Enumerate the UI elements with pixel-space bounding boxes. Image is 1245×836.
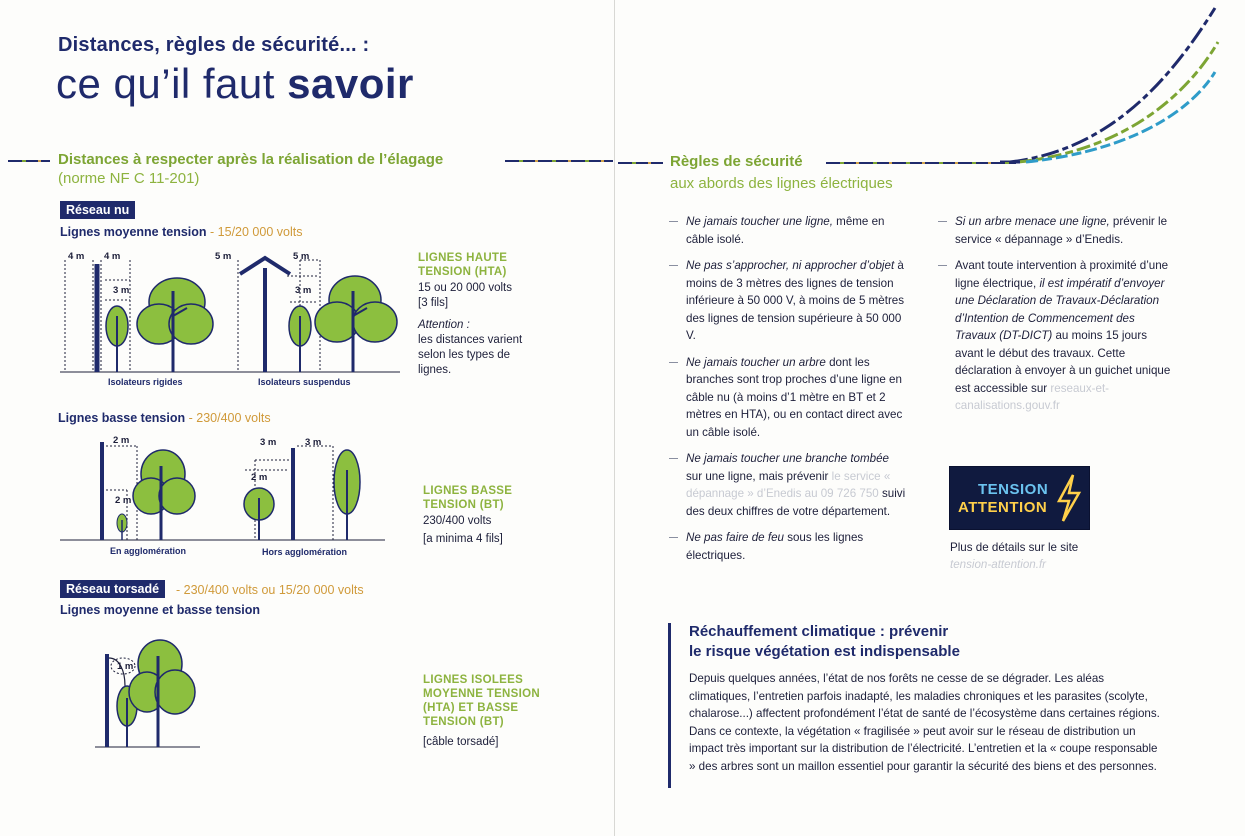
hta-volts: - 15/20 000 volts [210, 225, 303, 239]
tree-bt-small [117, 514, 127, 540]
bt-label-text: Lignes basse tension [58, 411, 186, 425]
tension-attention-logo [949, 466, 1090, 530]
decorative-wires [990, 0, 1245, 170]
rule-2-italic: Ne pas s’approcher, ni approcher d’objet [686, 259, 895, 272]
torsade-volts [176, 583, 364, 597]
aside-hta-attention-text: Attention : [418, 319, 470, 331]
page-title-main [56, 60, 414, 108]
rule-3 [669, 354, 907, 442]
dim-2m-c: 2 m [251, 472, 268, 483]
tree-small-2 [289, 306, 311, 372]
rule-2-text: à moins de 3 mètres des lignes de tension inférieure à 50 000 V, à moins de 5 mètres des lignes de tension supérieure à 50 000 V. [686, 259, 905, 342]
rule-4-phone: le service « dépannage » d’Enedis au 09 726 750 [686, 469, 891, 500]
dim-3m-c: 3 m [260, 437, 277, 448]
rule-5-italic: Ne pas faire de feu [686, 531, 784, 544]
rule-6 [938, 213, 1178, 248]
tree-bt-hors-tall [334, 450, 360, 540]
caption-en-agglomeration: En agglomération [110, 546, 187, 556]
rule-7-italic: il est impératif d’envoyer une Déclaration de Travaux-Déclaration d’Intention de Commencement des Travaux (DT-DICT) [955, 276, 1165, 342]
aside-hta-note: les distances varient selon les types de lignes. [418, 334, 523, 376]
tree-torsade-big [129, 640, 195, 747]
tree-bt-big [133, 450, 195, 540]
rules-column-2 [938, 213, 1178, 424]
more-details-site[interactable]: tension-attention.fr [950, 558, 1047, 571]
rule-6-italic: Si un arbre menace une ligne, [955, 215, 1110, 228]
caption-isolateurs-rigides: Isolateurs rigides [108, 377, 183, 387]
page-title-bold: savoir [287, 60, 414, 107]
more-details-label: Plus de détails sur le site [950, 541, 1079, 554]
aside-hta-title: LIGNES HAUTE TENSION (HTA) [418, 252, 508, 278]
bt-volts: - 230/400 volts [188, 411, 271, 425]
dim-3m-b: 3 m [295, 285, 312, 296]
dim-4m-b: 4 m [104, 251, 121, 262]
dim-3m-a: 3 m [113, 285, 130, 296]
rule-1-text: même en câble isolé. [686, 215, 885, 246]
dim-5m-b: 5 m [293, 251, 310, 262]
pole-suspended [240, 258, 290, 372]
aside-bt-title: LIGNES BASSE TENSION (BT) [423, 485, 513, 511]
caption-hors-agglomeration: Hors agglomération [262, 547, 348, 557]
bt-label [58, 411, 271, 425]
rule-7 [938, 257, 1178, 415]
aside-torsade-line1: [câble torsadé] [423, 736, 499, 748]
dim-2m-a: 2 m [113, 435, 130, 446]
rule-7-link[interactable]: reseaux-et-canalisations.gouv.fr [955, 381, 1110, 412]
tree-small-1 [106, 306, 128, 372]
page-fold [614, 0, 615, 836]
rule-1-italic: Ne jamais toucher une ligne, [686, 215, 833, 228]
right-heading-line-b [826, 162, 1016, 164]
right-section-subheading: aux abords des lignes électriques [670, 175, 893, 192]
left-section-subheading: (norme NF C 11-201) [58, 170, 200, 187]
rule-5 [669, 529, 907, 564]
rule-6-text: prévenir le service « dépannage » d’Enedis. [955, 215, 1168, 246]
aside-hta-attention [418, 318, 470, 333]
page-title-prefix: ce qu’il faut [56, 60, 288, 107]
dim-2m-b: 2 m [115, 495, 132, 506]
tag-reseau-nu: Réseau nu [60, 201, 135, 219]
left-heading-line-a [8, 160, 50, 162]
aside-bt-line1: 230/400 volts [423, 515, 492, 527]
rule-2 [669, 257, 907, 345]
dim-5m-a: 5 m [215, 251, 232, 262]
hta-label-text: Lignes moyenne tension [60, 225, 207, 239]
climate-title-line-1: Réchauffement climatique : prévenir [689, 623, 949, 640]
figure-hta-distances [55, 246, 415, 392]
torsade-label: Lignes moyenne et basse tension [60, 603, 261, 617]
hta-label [60, 225, 302, 239]
dim-4m-a: 4 m [68, 251, 85, 262]
tree-big-1 [137, 278, 213, 372]
climate-title [689, 622, 960, 662]
caption-isolateurs-suspendus: Isolateurs suspendus [258, 377, 351, 387]
right-section-heading: Règles de sécurité [670, 153, 803, 170]
rule-1 [669, 213, 907, 248]
figure-bt-distances [55, 430, 395, 550]
rule-4 [669, 450, 907, 520]
figure-torsade [95, 636, 215, 752]
aside-torsade-title: LIGNES ISOLEES MOYENNE TENSION (HTA) ET BASSE TENSION (BT) [423, 674, 540, 728]
rule-5-text: sous les lignes électriques. [686, 531, 864, 562]
rule-7-text-2: au moins 15 jours avant le début des travaux. Cette déclaration à envoyer à un guichet unique est accessible sur [955, 329, 1171, 395]
rule-7-text: Avant toute intervention à proximité d’une ligne électrique, [955, 259, 1169, 290]
rule-4-text: sur une ligne, mais prévenir [686, 469, 829, 483]
lightning-icon [1055, 473, 1083, 523]
right-heading-line-a [618, 162, 663, 164]
climate-title-line-2: le risque végétation est indispensable [689, 643, 960, 660]
aside-hta-line2: [3 fils] [418, 297, 449, 309]
tree-bt-hors-small [244, 488, 274, 540]
rules-column-1 [669, 213, 907, 573]
rule-3-italic: Ne jamais toucher un arbre [686, 355, 826, 369]
page-title-top: Distances, règles de sécurité... : [58, 34, 370, 56]
logo-line-1: TENSION [978, 481, 1049, 498]
rule-4-italic: Ne jamais toucher une branche tombée [686, 452, 890, 465]
tag-reseau-torsade: Réseau torsadé [60, 580, 165, 598]
aside-bt-line2: [a minima 4 fils] [423, 533, 503, 545]
left-section-heading: Distances à respecter après la réalisation de l’élagage [58, 151, 444, 168]
climate-accent-bar [668, 623, 671, 788]
rule-3-text: dont les branches sont trop proches d’une ligne en câble nu (à moins d’1 mètre en BT et 2 mètres en HTA), ou en contact direct avec un câble isolé. [686, 355, 903, 439]
dim-1m: 1 m [117, 661, 134, 672]
logo-line-2: ATTENTION [958, 499, 1048, 516]
dim-3m-d: 3 m [305, 437, 322, 448]
tree-big-2 [315, 276, 397, 372]
aside-hta-line1: 15 ou 20 000 volts [418, 282, 512, 294]
left-heading-line-b [505, 160, 613, 162]
torsade-volts-text: - 230/400 volts ou 15/20 000 volts [176, 583, 364, 597]
rule-4-tail: suivi des deux chiffres de votre département. [686, 487, 906, 518]
climate-body: Depuis quelques années, l’état de nos forêts ne cesse de se dégrader. Les aléas climatiques, l’entretien parfois inadapté, les maladies chroniques et les parasites (scolyte, chalarose...) affectent profondément l’état de santé de l’écosystème dans certaines régions. Dans ce contexte, la végétation « fragilisée » peut avoir sur le réseau de distribution un impact très important sur la distribution de l’électricité. L’entretien et la « coupe responsable » des arbres sont un maillon essentiel pour garantir la sécurité des biens et des personnes. [689, 672, 1160, 773]
